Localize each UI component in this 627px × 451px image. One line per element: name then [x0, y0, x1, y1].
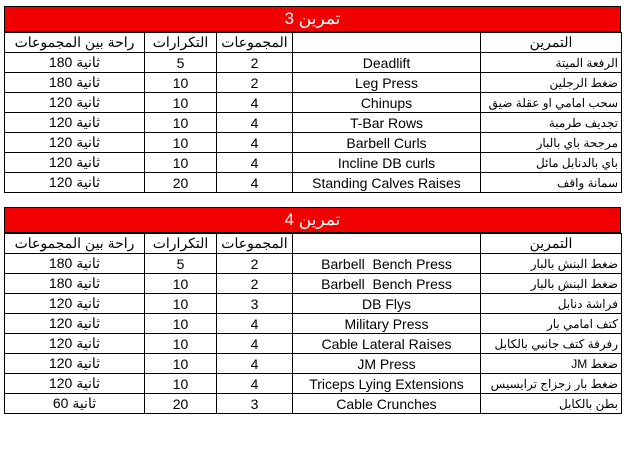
table-row	[5, 374, 622, 394]
table-row	[5, 173, 622, 193]
header-rest: راحة بين المجموعات	[5, 33, 145, 53]
sets-cell: 4	[217, 354, 293, 374]
exercise-en-cell: Incline DB curls	[293, 153, 481, 173]
sets-cell: 2	[217, 254, 293, 274]
table-row	[5, 394, 622, 414]
reps-cell: 10	[145, 153, 217, 173]
rest-cell: 180 ثانية	[5, 254, 145, 274]
table-row	[5, 153, 622, 173]
exercise-en-cell: Barbell Bench Press	[293, 254, 481, 274]
exercise-ar-cell: ضغط JM	[481, 354, 622, 374]
section-gap	[4, 193, 621, 207]
rest-cell: 120 ثانية	[5, 153, 145, 173]
reps-cell: 10	[145, 334, 217, 354]
sets-cell: 4	[217, 173, 293, 193]
exercise-ar-cell: تجديف طرمبة	[481, 113, 622, 133]
table-row	[5, 334, 622, 354]
reps-cell: 10	[145, 113, 217, 133]
exercise-en-cell: T-Bar Rows	[293, 113, 481, 133]
sets-cell: 4	[217, 374, 293, 394]
header-row	[5, 234, 622, 254]
exercise-ar-cell: فراشة دنابل	[481, 294, 622, 314]
sets-cell: 4	[217, 113, 293, 133]
rest-cell: 180 ثانية	[5, 53, 145, 73]
sets-cell: 3	[217, 294, 293, 314]
reps-cell: 10	[145, 133, 217, 153]
table-row	[5, 93, 622, 113]
reps-cell: 10	[145, 374, 217, 394]
reps-cell: 10	[145, 274, 217, 294]
exercise-ar-cell: رفرفة كتف جانبي بالكابل	[481, 334, 622, 354]
exercise-en-cell: Barbell Curls	[293, 133, 481, 153]
table-row	[5, 113, 622, 133]
header-reps: التكرارات	[145, 234, 217, 254]
header-rest: راحة بين المجموعات	[5, 234, 145, 254]
exercise-en-cell: JM Press	[293, 354, 481, 374]
rest-cell: 180 ثانية	[5, 73, 145, 93]
exercise-en-cell: Military Press	[293, 314, 481, 334]
reps-cell: 5	[145, 254, 217, 274]
sets-cell: 4	[217, 334, 293, 354]
header-blank	[293, 33, 481, 53]
sets-cell: 4	[217, 314, 293, 334]
table-row	[5, 354, 622, 374]
exercise-en-cell: Cable Crunches	[293, 394, 481, 414]
table-row	[5, 133, 622, 153]
exercise-en-cell: Leg Press	[293, 73, 481, 93]
reps-cell: 10	[145, 93, 217, 113]
exercise-ar-cell: ضغط البنش بالبار	[481, 274, 622, 294]
table-row	[5, 53, 622, 73]
header-row	[5, 33, 622, 53]
rest-cell: 120 ثانية	[5, 334, 145, 354]
rest-cell: 120 ثانية	[5, 173, 145, 193]
exercise-ar-cell: ضغط الرجلين	[481, 73, 622, 93]
sets-cell: 4	[217, 133, 293, 153]
header-sets: المجموعات	[217, 234, 293, 254]
rest-cell: 60 ثانية	[5, 394, 145, 414]
exercise-en-cell: Cable Lateral Raises	[293, 334, 481, 354]
exercise-en-cell: Triceps Lying Extensions	[293, 374, 481, 394]
header-exercise: التمرين	[481, 33, 622, 53]
exercise-ar-cell: كتف امامي بار	[481, 314, 622, 334]
exercise-en-cell: Standing Calves Raises	[293, 173, 481, 193]
exercise-ar-cell: باي بالدنابل مائل	[481, 153, 622, 173]
reps-cell: 10	[145, 314, 217, 334]
exercise-ar-cell: ضغط بار زجزاج ترايسيس	[481, 374, 622, 394]
sets-cell: 2	[217, 274, 293, 294]
rest-cell: 120 ثانية	[5, 314, 145, 334]
sets-cell: 2	[217, 53, 293, 73]
exercise-ar-cell: ضغط البنش بالبار	[481, 254, 622, 274]
exercise-ar-cell: بطن بالكابل	[481, 394, 622, 414]
reps-cell: 5	[145, 53, 217, 73]
workout-sheet	[4, 6, 621, 414]
table-row	[5, 314, 622, 334]
rest-cell: 120 ثانية	[5, 113, 145, 133]
exercise-ar-cell: مرجحة باي بالبار	[481, 133, 622, 153]
rest-cell: 120 ثانية	[5, 294, 145, 314]
rest-cell: 120 ثانية	[5, 354, 145, 374]
reps-cell: 10	[145, 73, 217, 93]
exercise-en-cell: Chinups	[293, 93, 481, 113]
rest-cell: 120 ثانية	[5, 374, 145, 394]
header-exercise: التمرين	[481, 234, 622, 254]
header-sets: المجموعات	[217, 33, 293, 53]
rest-cell: 180 ثانية	[5, 274, 145, 294]
rest-cell: 120 ثانية	[5, 93, 145, 113]
sets-cell: 2	[217, 73, 293, 93]
sets-cell: 3	[217, 394, 293, 414]
reps-cell: 10	[145, 354, 217, 374]
exercise-ar-cell: سحب امامي او عقلة ضيق	[481, 93, 622, 113]
sets-cell: 4	[217, 153, 293, 173]
table-row	[5, 254, 622, 274]
exercise-ar-cell: الرفعة الميتة	[481, 53, 622, 73]
workout-4-title: تمرين 4	[4, 207, 621, 233]
table-row	[5, 274, 622, 294]
workout-3-table	[4, 32, 622, 193]
reps-cell: 20	[145, 394, 217, 414]
exercise-en-cell: Barbell Bench Press	[293, 274, 481, 294]
rest-cell: 120 ثانية	[5, 133, 145, 153]
table-row	[5, 73, 622, 93]
workout-3-title: تمرين 3	[4, 6, 621, 32]
reps-cell: 20	[145, 173, 217, 193]
workout-4-table	[4, 233, 622, 414]
header-reps: التكرارات	[145, 33, 217, 53]
exercise-en-cell: Deadlift	[293, 53, 481, 73]
sets-cell: 4	[217, 93, 293, 113]
exercise-en-cell: DB Flys	[293, 294, 481, 314]
header-blank	[293, 234, 481, 254]
reps-cell: 10	[145, 294, 217, 314]
table-row	[5, 294, 622, 314]
exercise-ar-cell: سمانة واقف	[481, 173, 622, 193]
